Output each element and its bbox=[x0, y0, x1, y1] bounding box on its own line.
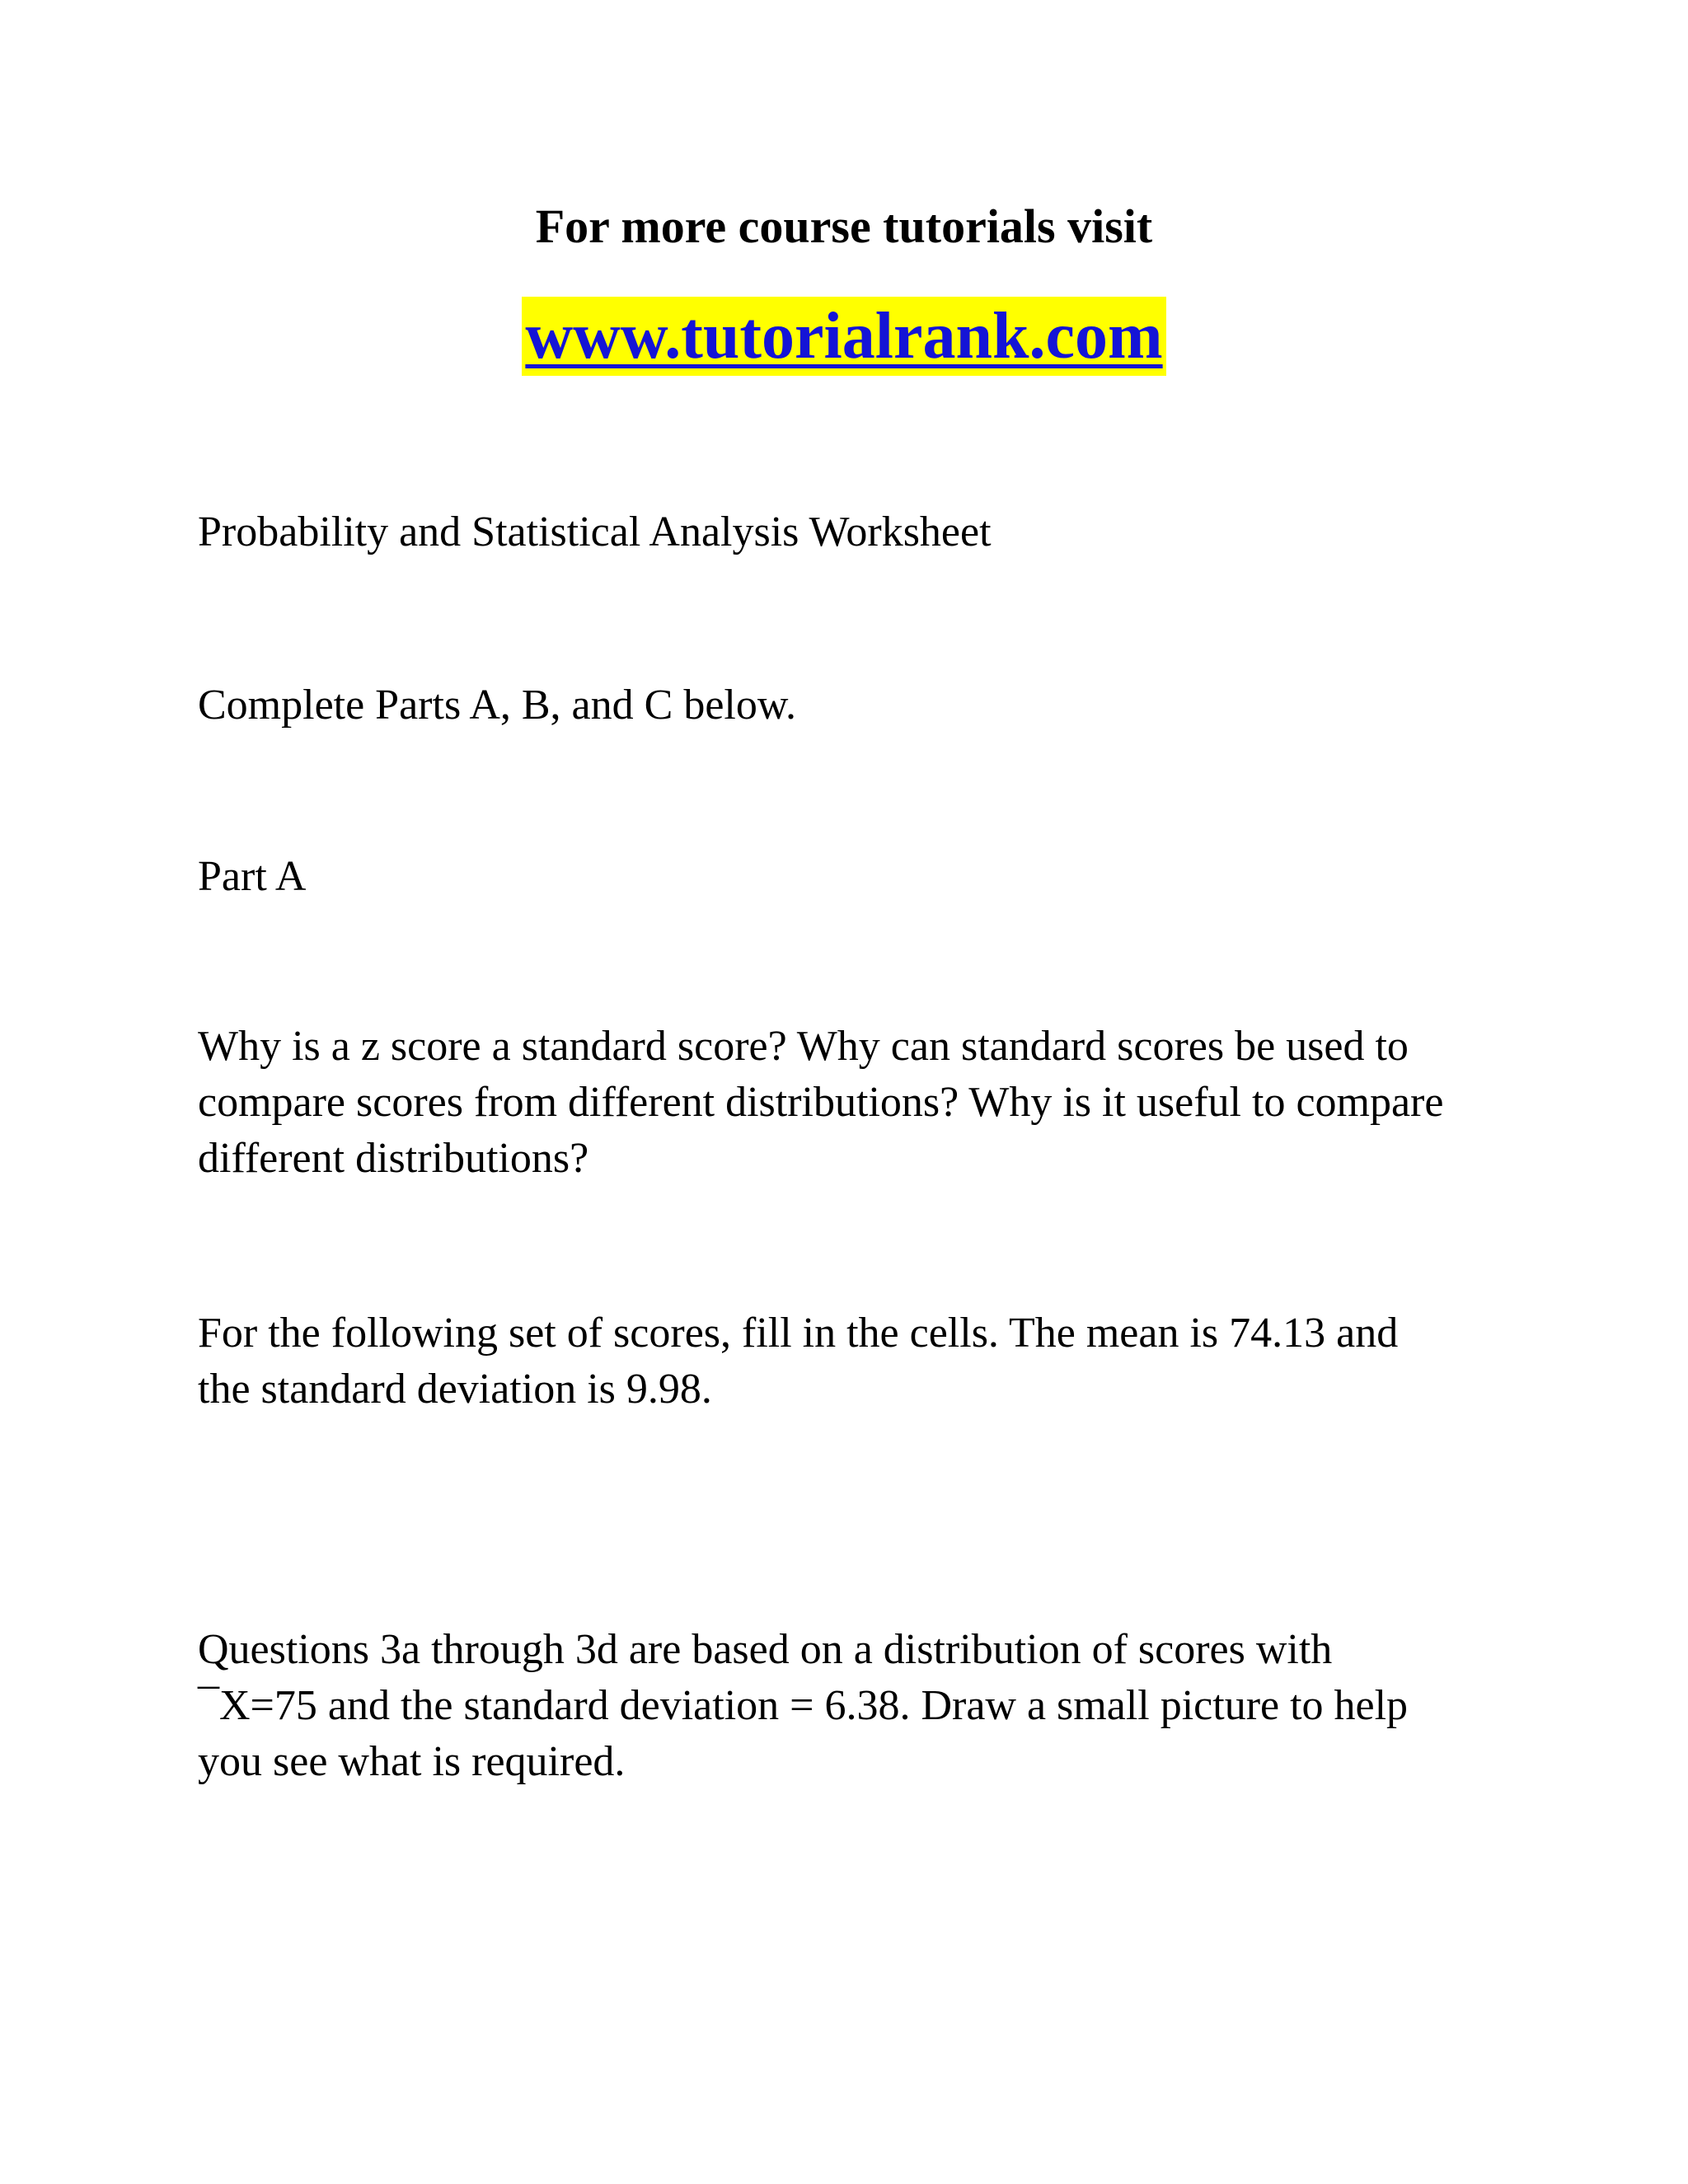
scores-question-line: the standard deviation is 9.98. bbox=[198, 1366, 712, 1413]
tutorialrank-link[interactable]: www.tutorialrank.com bbox=[522, 297, 1165, 376]
scores-question-line: For the following set of scores, fill in the cells. The mean is 74.13 and bbox=[198, 1310, 1399, 1357]
zscore-question bbox=[198, 1019, 1533, 1187]
scores-question bbox=[198, 1305, 1533, 1418]
zscore-question-line: compare scores from different distributions? Why is it useful to compare bbox=[198, 1079, 1444, 1126]
question-3-line: you see what is required. bbox=[198, 1738, 626, 1785]
question-3-intro bbox=[198, 1622, 1533, 1790]
question-3-line: ¯X=75 and the standard deviation = 6.38. Draw a small picture to help bbox=[198, 1682, 1409, 1729]
worksheet-title: Probability and Statistical Analysis Worksheet bbox=[198, 509, 992, 555]
question-3-line: Questions 3a through 3d are based on a distribution of scores with bbox=[198, 1626, 1333, 1673]
visit-text: For more course tutorials visit bbox=[535, 199, 1153, 253]
url-heading bbox=[0, 297, 1688, 376]
instructions-text: Complete Parts A, B, and C below. bbox=[198, 682, 797, 729]
part-a-label: Part A bbox=[198, 853, 307, 900]
zscore-question-line: Why is a z score a standard score? Why can standard scores be used to bbox=[198, 1023, 1409, 1070]
visit-heading bbox=[0, 198, 1688, 255]
zscore-question-line: different distributions? bbox=[198, 1135, 589, 1182]
